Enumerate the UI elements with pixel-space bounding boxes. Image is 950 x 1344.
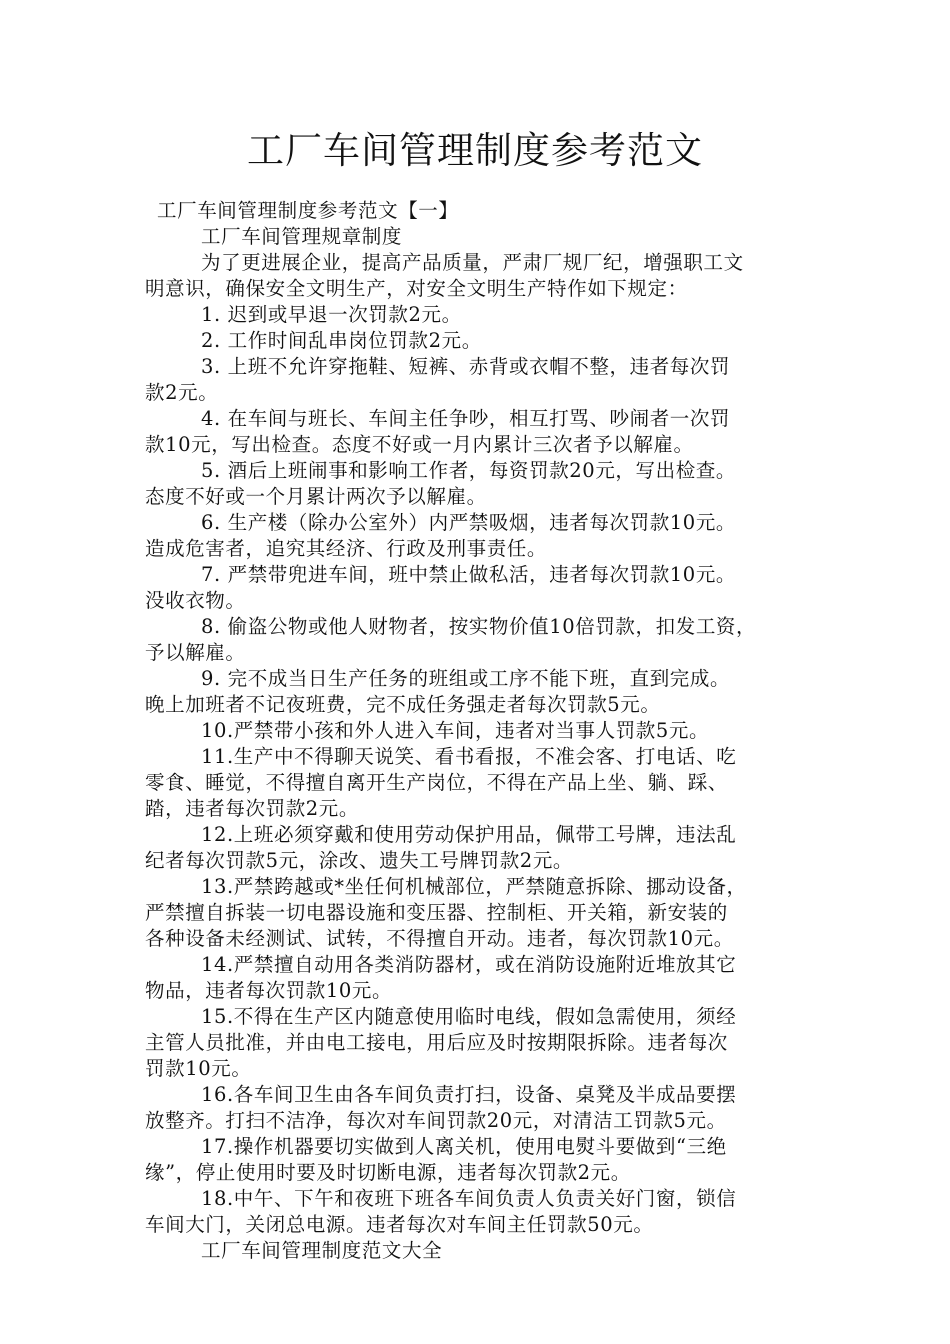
rule-item: 9. 完不成当日生产任务的班组或工序不能下班，直到完成。 bbox=[201, 667, 731, 690]
rule-item: 2. 工作时间乱串岗位罚款2元。 bbox=[201, 329, 482, 352]
rule-item-continued: 车间大门，关闭总电源。违者每次对车间主任罚款50元。 bbox=[145, 1213, 654, 1236]
rule-item-continued: 各种设备未经测试、试转，不得擅自开动。违者，每次罚款10元。 bbox=[145, 927, 734, 950]
rule-item: 7. 严禁带兜进车间，班中禁止做私活，违者每次罚款10元。 bbox=[201, 563, 737, 586]
rule-item: 4. 在车间与班长、车间主任争吵，相互打骂、吵闹者一次罚 bbox=[201, 407, 731, 430]
document-title: 工厂车间管理制度参考范文 bbox=[247, 129, 703, 172]
rule-item-continued: 物品，违者每次罚款10元。 bbox=[145, 979, 393, 1002]
rule-item: 1. 迟到或早退一次罚款2元。 bbox=[201, 303, 462, 326]
rule-item-continued: 主管人员批准，并由电工接电，用后应及时按期限拆除。违者每次 bbox=[145, 1031, 728, 1054]
rule-item-continued: 款2元。 bbox=[145, 381, 219, 404]
rule-item: 12.上班必须穿戴和使用劳动保护用品，佩带工号牌，违法乱 bbox=[201, 823, 737, 846]
rule-item: 6. 生产楼（除办公室外）内严禁吸烟，违者每次罚款10元。 bbox=[201, 511, 737, 534]
rule-item-continued: 纪者每次罚款5元，涂改、遗失工号牌罚款2元。 bbox=[145, 849, 574, 872]
rule-item-continued: 踏，违者每次罚款2元。 bbox=[145, 797, 360, 820]
rule-item: 3. 上班不允许穿拖鞋、短裤、赤背或衣帽不整，违者每次罚 bbox=[201, 355, 731, 378]
rule-item-continued: 罚款10元。 bbox=[145, 1057, 252, 1080]
rule-item: 18.中午、下午和夜班下班各车间负责人负责关好门窗，锁信 bbox=[201, 1187, 737, 1210]
rule-item: 14.严禁擅自动用各类消防器材，或在消防设施附近堆放其它 bbox=[201, 953, 737, 976]
rule-item-continued: 缘”，停止使用时要及时切断电源，违者每次罚款2元。 bbox=[145, 1161, 631, 1184]
rule-item: 15.不得在生产区内随意使用临时电线，假如急需使用，须经 bbox=[201, 1005, 737, 1028]
rule-item: 8. 偷盗公物或他人财物者，按实物价值10倍罚款，扣发工资， bbox=[201, 615, 757, 638]
document-body bbox=[145, 198, 813, 1264]
subsection-heading: 工厂车间管理制度范文大全 bbox=[201, 1239, 443, 1262]
paragraph-line: 为了更进展企业，提高产品质量，严肃厂规厂纪，增强职工文 bbox=[201, 251, 744, 274]
rule-item-continued: 放整齐。打扫不洁净，每次对车间罚款20元，对清洁工罚款5元。 bbox=[145, 1109, 727, 1132]
rule-item-continued: 予以解雇。 bbox=[145, 641, 246, 664]
rule-item: 13.严禁跨越或*坐任何机械部位，严禁随意拆除、挪动设备， bbox=[201, 875, 747, 898]
section-heading: 工厂车间管理制度参考范文【一】 bbox=[157, 199, 459, 222]
rule-item: 5. 酒后上班闹事和影响工作者，每资罚款20元，写出检查。 bbox=[201, 459, 737, 482]
rule-item-continued: 严禁擅自拆装一切电器设施和变压器、控制柜、开关箱，新安装的 bbox=[145, 901, 728, 924]
rule-item-continued: 没收衣物。 bbox=[145, 589, 246, 612]
subsection-heading: 工厂车间管理规章制度 bbox=[201, 225, 403, 248]
rule-item-continued: 态度不好或一个月累计两次予以解雇。 bbox=[145, 485, 487, 508]
rule-item-continued: 零食、睡觉，不得擅自离开生产岗位，不得在产品上坐、躺、踩、 bbox=[145, 771, 728, 794]
rule-item-continued: 造成危害者，追究其经济、行政及刑事责任。 bbox=[145, 537, 548, 560]
paragraph-line: 明意识，确保安全文明生产，对安全文明生产特作如下规定： bbox=[145, 277, 688, 300]
rule-item: 10.严禁带小孩和外人进入车间，违者对当事人罚款5元。 bbox=[201, 719, 710, 742]
rule-item-continued: 款10元，写出检查。态度不好或一月内累计三次者予以解雇。 bbox=[145, 433, 694, 456]
rule-item: 11.生产中不得聊天说笑、看书看报，不准会客、打电话、吃 bbox=[201, 745, 737, 768]
rule-item-continued: 晚上加班者不记夜班费，完不成任务强走者每次罚款5元。 bbox=[145, 693, 661, 716]
rule-item: 16.各车间卫生由各车间负责打扫，设备、桌凳及半成品要摆 bbox=[201, 1083, 737, 1106]
rule-item: 17.操作机器要切实做到人离关机，使用电熨斗要做到“三绝 bbox=[201, 1135, 727, 1158]
